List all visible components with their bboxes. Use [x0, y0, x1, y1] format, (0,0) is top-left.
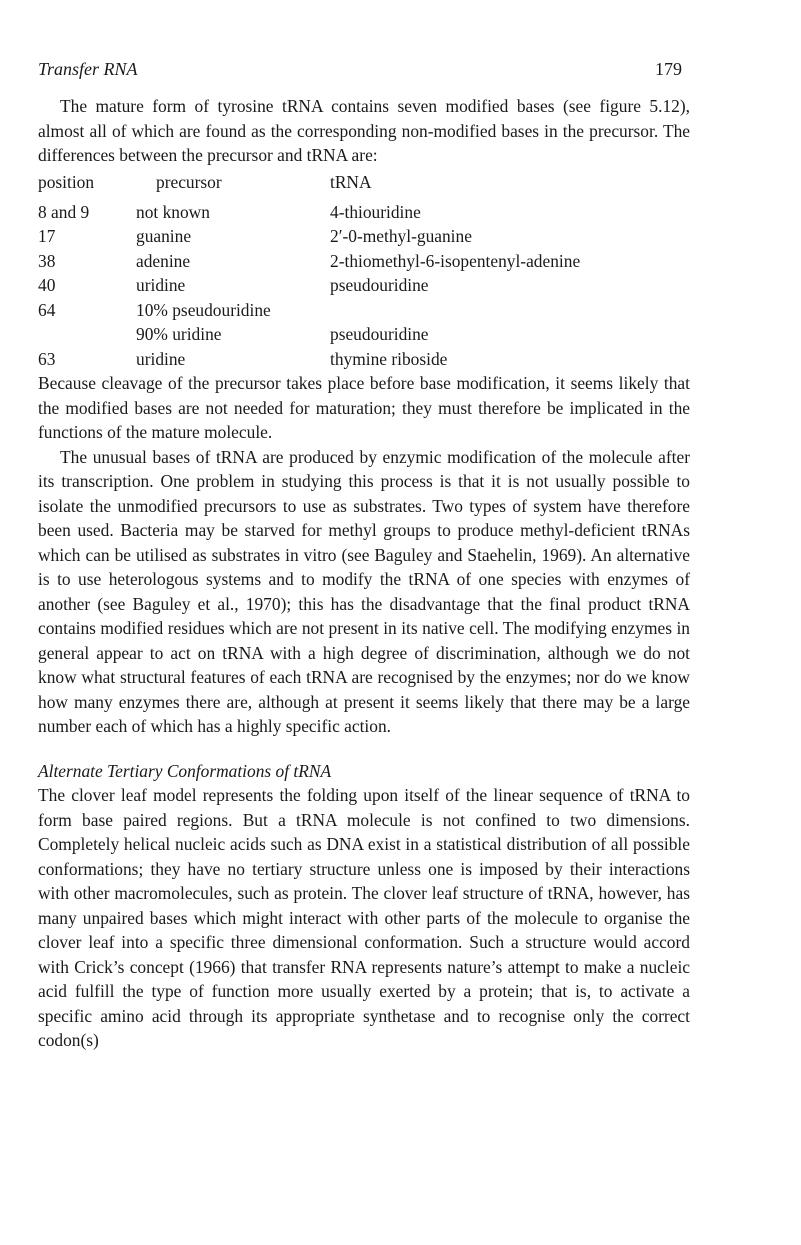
- table-row: [38, 347, 580, 372]
- position-cell: 40: [38, 275, 56, 295]
- precursor-cell: uridine: [136, 348, 186, 369]
- precursor-cell: adenine: [136, 250, 191, 271]
- body-paragraph: The unusual bases of tRNA are produced by enzymic modification of the molecule after its transcription. One problem in studying this process is that it is not usually possible to isolate the unmodified precursors to use as substrates. Two types of system have therefore been used. Bacteria may be starved for methyl groups to produce methyl-deficient tRNAs which can be utilised as substrates in vitro (see Baguley and Staehelin, 1969). An alternative is to use heterologous systems and to modify the tRNA of one species with enzymes of another (see Baguley et al., 1970); this has the disadvantage that the final product tRNA contains modified residues which are not present in its native cell. The modifying enzymes in general appear to act on tRNA with a high degree of discrimination, although we do not know what structural features of each tRNA are recognised by the enzymes; nor do we know how many enzymes there are, although at present it seems likely that there may be a large number each of which has a highly specific action.: [38, 446, 690, 736]
- body-paragraph: Because cleavage of the precursor takes place before base modification, it seems likely that the modified bases are not needed for maturation; they must therefore be implicated in the functions of the mature molecule.: [38, 373, 690, 442]
- running-head: [38, 56, 690, 82]
- table-header-row: [38, 170, 580, 200]
- position-cell: [38, 322, 136, 347]
- position-cell: 63: [38, 348, 56, 369]
- table-row: [38, 273, 580, 298]
- trna-cell: thymine riboside: [330, 348, 448, 369]
- precursor-cell: 10% pseudouridine: [136, 299, 271, 320]
- page-number: 179: [655, 59, 682, 79]
- body-text: [38, 94, 690, 1053]
- section-paragraph: The clover leaf model represents the folding upon itself of the linear sequence of tRNA to form base paired regions. But a tRNA molecule is not confined to two dimensions. Completely helical nucleic acids such as DNA exist in a statistical distribution of all possible conformations; they have no tertiary structure unless one is imposed by their interactions with other macromolecules, such as protein. The clover leaf structure of tRNA, however, has many unpaired bases which might interact with other parts of the molecule to organise the clover leaf into a specific three dimensional conformation. Such a structure would accord with Crick’s concept (1966) that transfer RNA represents nature’s attempt to make a nucleic acid fulfill the type of function more usually exerted by a protein; that is, to activate a specific amino acid through its appropriate synthetase and to recognise only the correct codon(s): [38, 785, 690, 1050]
- trna-cell: 2-thiomethyl-6-isopentenyl-adenine: [330, 250, 581, 271]
- book-page: [38, 56, 690, 1053]
- section-heading: Alternate Tertiary Conformations of tRNA: [38, 760, 332, 781]
- precursor-cell: not known: [136, 201, 210, 222]
- precursor-cell: uridine: [136, 275, 186, 295]
- column-header-precursor: precursor: [156, 171, 222, 192]
- table-row: [38, 249, 580, 274]
- position-cell: 17: [38, 226, 56, 246]
- intro-paragraph: The mature form of tyrosine tRNA contains seven modified bases (see figure 5.12), almost all of which are found as the corresponding non-modified bases in the precursor. The differences between the precursor and tRNA are:: [38, 96, 690, 165]
- base-modification-table: [38, 170, 580, 372]
- table-row: [38, 298, 580, 323]
- position-cell: 64: [38, 299, 56, 320]
- precursor-cell: guanine: [136, 226, 192, 246]
- column-header-trna: tRNA: [330, 171, 372, 192]
- position-cell: 8 and 9: [38, 201, 90, 222]
- table-row: [38, 200, 580, 225]
- trna-cell: pseudouridine: [330, 324, 429, 344]
- table-row: [38, 224, 580, 249]
- table-row: [38, 322, 580, 347]
- precursor-cell: 90% uridine: [136, 324, 222, 344]
- trna-cell: 4-thiouridine: [330, 201, 421, 222]
- trna-cell: [330, 298, 580, 323]
- trna-cell: 2′-0-methyl-guanine: [330, 226, 472, 246]
- column-header-position: position: [38, 171, 95, 192]
- trna-cell: pseudouridine: [330, 275, 429, 295]
- position-cell: 38: [38, 250, 56, 271]
- running-title: Transfer RNA: [38, 59, 138, 79]
